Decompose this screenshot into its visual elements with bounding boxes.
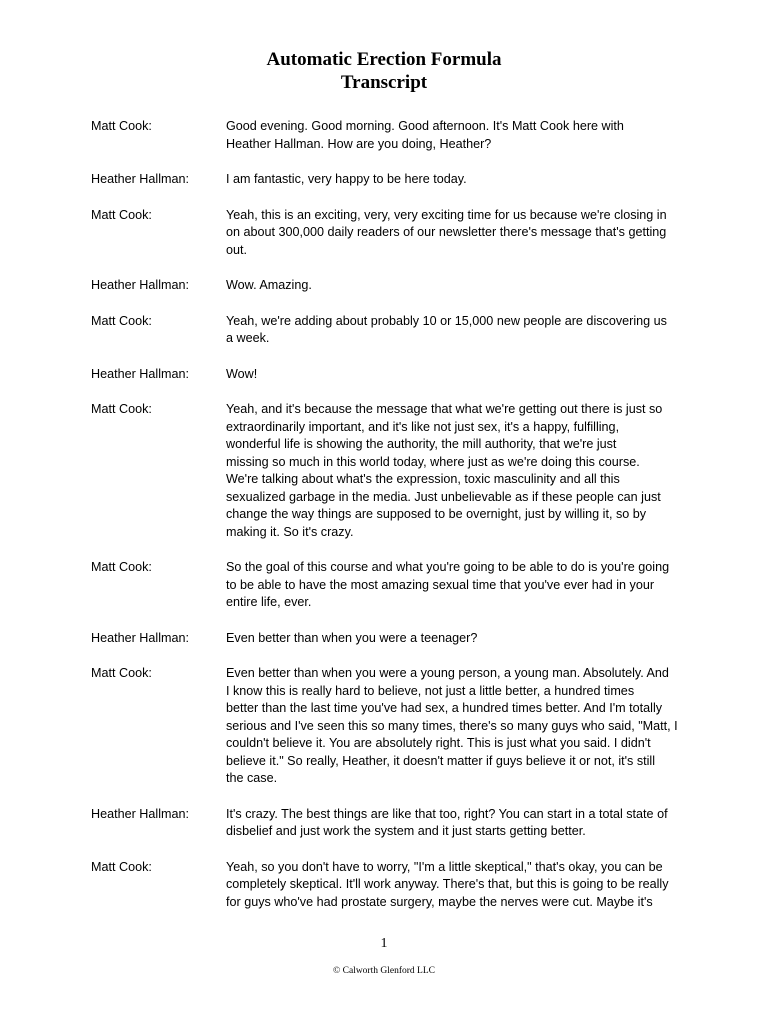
speaker-name: Heather Hallman: <box>91 366 189 381</box>
speech-line: a week. <box>226 331 270 345</box>
speech-line: Heather Hallman. How are you doing, Heather? <box>226 136 492 151</box>
speech-line: on about 300,000 daily readers of our newsletter there's message that's getting <box>226 225 667 239</box>
speech-text <box>226 366 682 384</box>
speech-text <box>226 401 682 541</box>
speech-text <box>226 665 682 788</box>
speech-line: It's crazy. The best things are like that too, right? You can start in a total state of <box>226 806 668 821</box>
speech-line: believe it." So really, Heather, it doesn't matter if guys believe it or not, it's still <box>226 753 656 768</box>
transcript-entry <box>91 171 691 189</box>
speech-line: missing so much in this world today, where just as we're doing this course. <box>226 454 640 469</box>
speech-line: Even better than when you were a young person, a young man. Absolutely. And <box>226 666 669 680</box>
speech-text <box>226 171 682 189</box>
speech-line: I am fantastic, very happy to be here today. <box>226 172 467 186</box>
speaker-name: Heather Hallman: <box>91 172 189 186</box>
document-subtitle: Transcript <box>340 72 428 93</box>
speech-line: I know this is really hard to believe, not just a little better, a hundred times <box>226 683 635 698</box>
speech-line: Even better than when you were a teenager? <box>226 630 478 645</box>
speech-line: couldn't believe it. You are absolutely right. This is just what you said. I didn't <box>226 736 651 750</box>
transcript-entry <box>91 313 691 348</box>
transcript-entry <box>91 559 691 612</box>
speech-text <box>226 313 682 348</box>
speech-line: completely skeptical. It'll work anyway. There's that, but this is going to be really <box>226 877 669 891</box>
speaker-name: Matt Cook: <box>91 313 152 328</box>
transcript-entry <box>91 806 691 841</box>
transcript-entry <box>91 277 691 295</box>
speech-line: disbelief and just work the system and it just starts getting better. <box>226 824 586 838</box>
speech-text <box>226 207 682 260</box>
speech-line: extraordinarily important, and it's like not just sex, it's a happy, fulfilling, <box>226 419 620 434</box>
speech-line: out. <box>226 242 248 257</box>
speaker-name: Matt Cook: <box>91 859 152 874</box>
document-title: Automatic Erection Formula <box>266 49 502 70</box>
transcript-entry <box>91 207 691 260</box>
transcript-entry <box>91 859 691 912</box>
speech-line: the case. <box>226 771 278 785</box>
page-number: 1 <box>380 936 388 951</box>
transcript-entry <box>91 665 691 788</box>
speaker-name: Heather Hallman: <box>91 278 189 292</box>
speech-line: better than the last time you've had sex, a hundred times better. And I'm totally <box>226 701 663 715</box>
transcript-entry <box>91 118 691 153</box>
transcript-entry <box>91 630 691 648</box>
speech-line: We're talking about what's the expression, toxic masculinity and all this <box>226 472 620 486</box>
speaker-name: Matt Cook: <box>91 666 152 680</box>
speech-line: making it. So it's crazy. <box>226 524 354 539</box>
speech-text <box>226 277 682 295</box>
speaker-name: Matt Cook: <box>91 119 152 133</box>
speech-line: sexualized garbage in the media. Just unbelievable as if these people can just <box>226 489 661 504</box>
speaker-name: Matt Cook: <box>91 207 152 222</box>
transcript-entry <box>91 366 691 384</box>
speech-text <box>226 118 682 153</box>
speech-text <box>226 859 682 912</box>
speech-line: to be able to have the most amazing sexual time that you've ever had in your <box>226 577 655 592</box>
speaker-name: Matt Cook: <box>91 402 152 416</box>
speaker-name: Heather Hallman: <box>91 806 189 821</box>
speech-line: change the way things are supposed to be overnight, just by willing it, so by <box>226 507 647 521</box>
speech-line: Wow. Amazing. <box>226 278 312 292</box>
speaker-name: Matt Cook: <box>91 560 152 574</box>
copyright-footer: © Calworth Glenford LLC <box>333 966 435 976</box>
speech-line: Yeah, and it's because the message that what we're getting out there is just so <box>226 402 663 416</box>
speech-line: Yeah, this is an exciting, very, very exciting time for us because we're closing in <box>226 207 667 222</box>
speaker-name: Heather Hallman: <box>91 630 189 645</box>
speech-line: Wow! <box>226 366 258 381</box>
speech-text <box>226 630 682 648</box>
speech-line: Yeah, so you don't have to worry, "I'm a little skeptical," that's okay, you can be <box>226 859 663 874</box>
speech-line: entire life, ever. <box>226 595 312 609</box>
speech-text <box>226 806 682 841</box>
transcript-entry <box>91 401 691 541</box>
speech-line: wonderful life is showing the authority, the mill authority, that we're just <box>226 437 617 451</box>
speech-line: serious and I've seen this so many times, there's so many guys who said, "Matt, I <box>226 718 678 733</box>
speech-line: for guys who've had prostate surgery, maybe the nerves were cut. Maybe it's <box>226 894 653 909</box>
speech-line: Yeah, we're adding about probably 10 or 15,000 new people are discovering us <box>226 313 667 328</box>
speech-line: Good evening. Good morning. Good afternoon. It's Matt Cook here with <box>226 119 624 133</box>
transcript-body <box>91 118 691 929</box>
speech-line: So the goal of this course and what you're going to be able to do is you're going <box>226 560 670 574</box>
speech-text <box>226 559 682 612</box>
